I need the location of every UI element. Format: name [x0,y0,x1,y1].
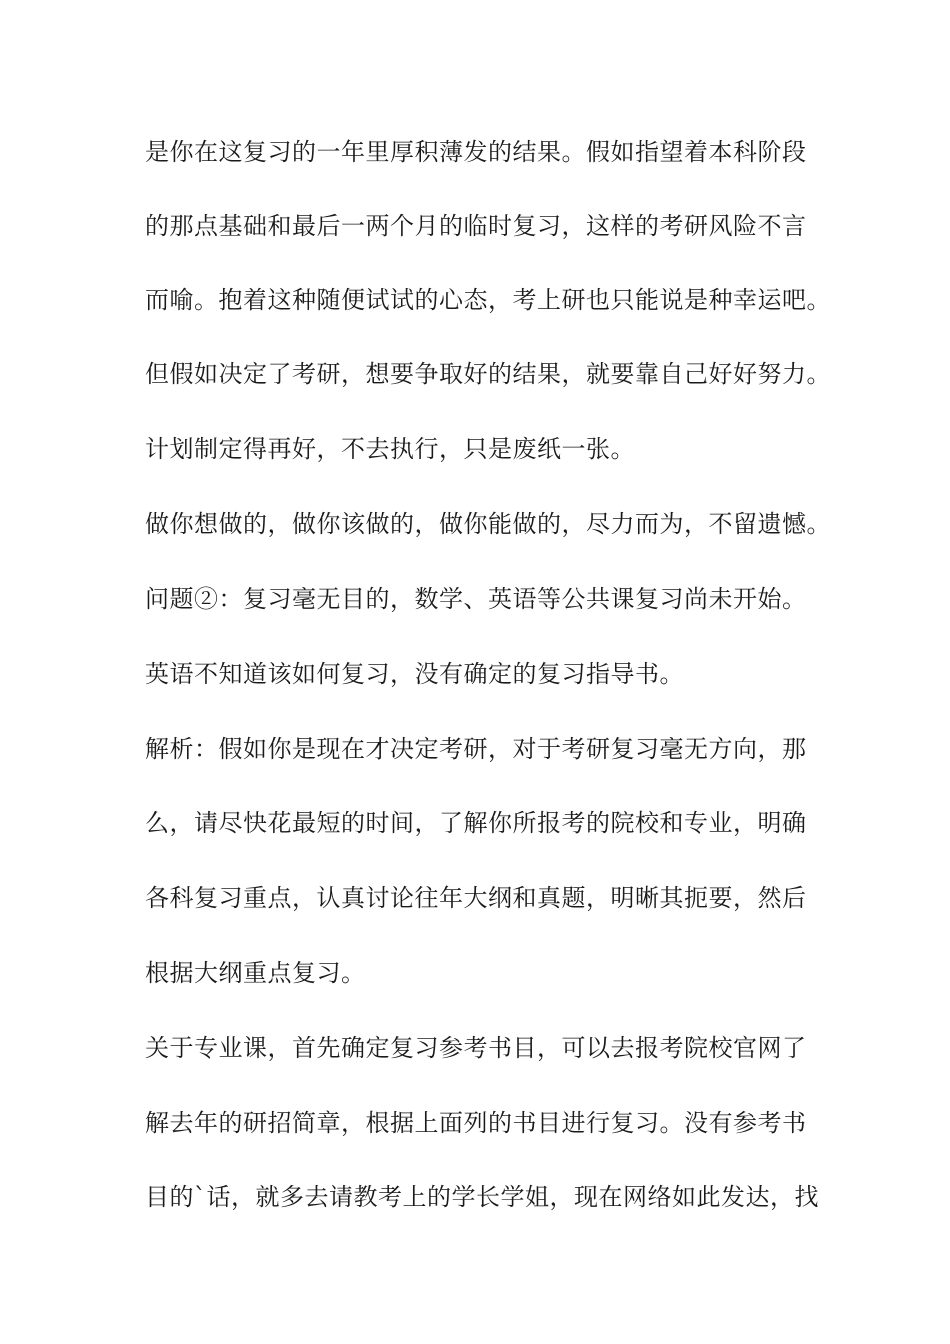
text-line: 解析：假如你是现在才决定考研，对于考研复习毫无方向，那 [145,735,807,763]
text-line: 但假如决定了考研，想要争取好的结果，就要靠自己好好努力。 [145,360,831,388]
text-line: 根据大纲重点复习。 [145,959,366,987]
text-line: 做你想做的，做你该做的，做你能做的，尽力而为，不留遗憾。 [145,510,831,538]
text-line: 的那点基础和最后一两个月的临时复习，这样的考研风险不言 [145,212,807,240]
text-line: 各科复习重点，认真讨论往年大纲和真题，明晰其扼要，然后 [145,884,807,912]
text-line: 目的`话，就多去请教考上的学长学姐，现在网络如此发达，找 [145,1183,819,1211]
text-line: 么，请尽快花最短的时间，了解你所报考的院校和专业，明确 [145,809,807,837]
text-line: 是你在这复习的一年里厚积薄发的结果。假如指望着本科阶段 [145,138,807,166]
text-line: 计划制定得再好，不去执行，只是废纸一张。 [145,435,635,463]
text-line: 英语不知道该如何复习，没有确定的复习指导书。 [145,660,684,688]
text-line: 解去年的研招简章，根据上面列的书目进行复习。没有参考书 [145,1109,807,1137]
text-line: 关于专业课，首先确定复习参考书目，可以去报考院校官网了 [145,1034,807,1062]
text-line: 问题②：复习毫无目的，数学、英语等公共课复习尚未开始。 [145,585,807,613]
text-line: 而喻。抱着这种随便试试的心态，考上研也只能说是种幸运吧。 [145,286,831,314]
